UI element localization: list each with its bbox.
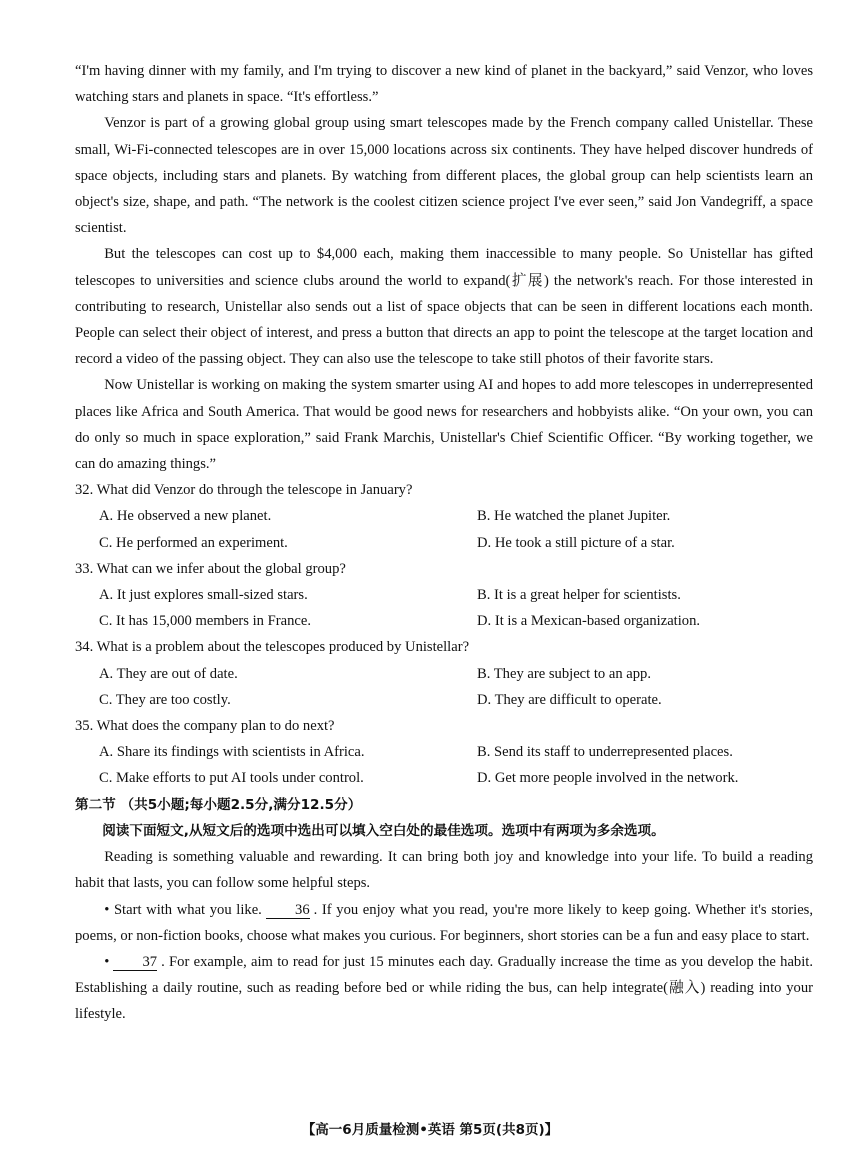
option-d: D. It is a Mexican-based organization. [477, 613, 701, 630]
step-1-lead: • Start with what you like. [104, 901, 262, 918]
question-stem: 32. What did Venzor do through the telescope in January? [75, 482, 413, 499]
question-34 [75, 634, 813, 713]
passage-paragraph-3: But the telescopes can cost up to $4,000 each, making them inaccessible to many people. So Unistellar has gifted telescopes to universities and science clubs around the world to expand(扩展) the network's reach. For those interested in contributing to research, Unistellar also sends out a list of space objects that can be seen in different locations each month. People can select their object of interest, and press a button that directs an app to point the telescope at the target location and record a video of the passing object. They can also use the telescope to take still photos of their favorite stars. [75, 246, 813, 368]
option-grid [75, 503, 813, 555]
option-d: D. They are difficult to operate. [477, 691, 662, 708]
reading-step-2 [75, 949, 813, 1028]
question-stem: 34. What is a problem about the telescopes produced by Unistellar? [75, 639, 470, 656]
reading-step-1 [75, 897, 813, 949]
question-stem: 35. What does the company plan to do next? [75, 718, 335, 735]
blank-36: 36 [266, 902, 310, 919]
page-content [75, 58, 813, 1028]
question-35 [75, 713, 813, 792]
step-1-rest: . If you enjoy what you read, you're more likely to keep going. Whether it's stories, poems, or non-fiction books, choose what makes you curious. For beginners, short stories can be a fun and easy place to start. [75, 901, 813, 944]
option-b: B. They are subject to an app. [477, 665, 651, 682]
step-2-rest: . For example, aim to read for just 15 minutes each day. Gradually increase the time as you develop the habit. Establishing a daily routine, such as reading before bed or while riding the bus, can help integrate(融入) reading into your lifestyle. [75, 953, 813, 1023]
option-grid [75, 661, 813, 713]
option-c: C. He performed an experiment. [99, 534, 288, 551]
option-a: A. They are out of date. [99, 665, 238, 682]
option-b: B. It is a great helper for scientists. [477, 587, 681, 604]
option-a: A. Share its findings with scientists in Africa. [99, 744, 365, 761]
page-footer: 【高一6月质量检测•英语 第5页(共8页)】 [301, 1122, 559, 1138]
section-2-instruction: 阅读下面短文,从短文后的选项中选出可以填入空白处的最佳选项。选项中有两项为多余选项。 [102, 822, 665, 839]
passage-paragraph-2: Venzor is part of a growing global group using smart telescopes made by the French company called Unistellar. These small, Wi-Fi-connected telescopes are in over 15,000 locations across six continents. They have helped discover hundreds of space objects, including stars and planets. By watching from different places, the global group can help scientists learn an object's size, shape, and path. “The network is the coolest citizen science project I've ever seen,” said Jon Vandegriff, a space scientist. [75, 115, 813, 237]
option-grid [75, 582, 813, 634]
option-a: A. It just explores small-sized stars. [99, 587, 308, 604]
reading-intro: Reading is something valuable and rewarding. It can bring both joy and knowledge into your life. To build a reading habit that lasts, you can follow some helpful steps. [75, 849, 813, 892]
option-c: C. They are too costly. [99, 691, 231, 708]
bullet-icon: • [104, 953, 110, 970]
passage-paragraph-4: Now Unistellar is working on making the system smarter using AI and hopes to add more telescopes in underrepresented places like Africa and South America. That would be good news for researchers and hobbyists alike. “On your own, you can do only so much in space exploration,” said Frank Marchis, Unistellar's Chief Scientific Officer. “By working together, we can do amazing things.” [75, 377, 813, 473]
passage-paragraph-1: “I'm having dinner with my family, and I'm trying to discover a new kind of planet in the backyard,” said Venzor, who loves watching stars and planets in space. “It's effortless.” [75, 63, 813, 106]
question-32 [75, 477, 813, 556]
option-d: D. Get more people involved in the network. [477, 770, 739, 787]
option-b: B. He watched the planet Jupiter. [477, 508, 671, 525]
option-c: C. Make efforts to put AI tools under control. [99, 770, 364, 787]
option-d: D. He took a still picture of a star. [477, 534, 675, 551]
option-a: A. He observed a new planet. [99, 508, 272, 525]
blank-37: 37 [113, 954, 157, 971]
question-33 [75, 556, 813, 635]
option-c: C. It has 15,000 members in France. [99, 613, 311, 630]
section-2-title: 第二节 （共5小题;每小题2.5分,满分12.5分） [75, 796, 362, 813]
option-b: B. Send its staff to underrepresented places. [477, 744, 733, 761]
option-grid [75, 739, 813, 791]
question-stem: 33. What can we infer about the global group? [75, 560, 346, 577]
